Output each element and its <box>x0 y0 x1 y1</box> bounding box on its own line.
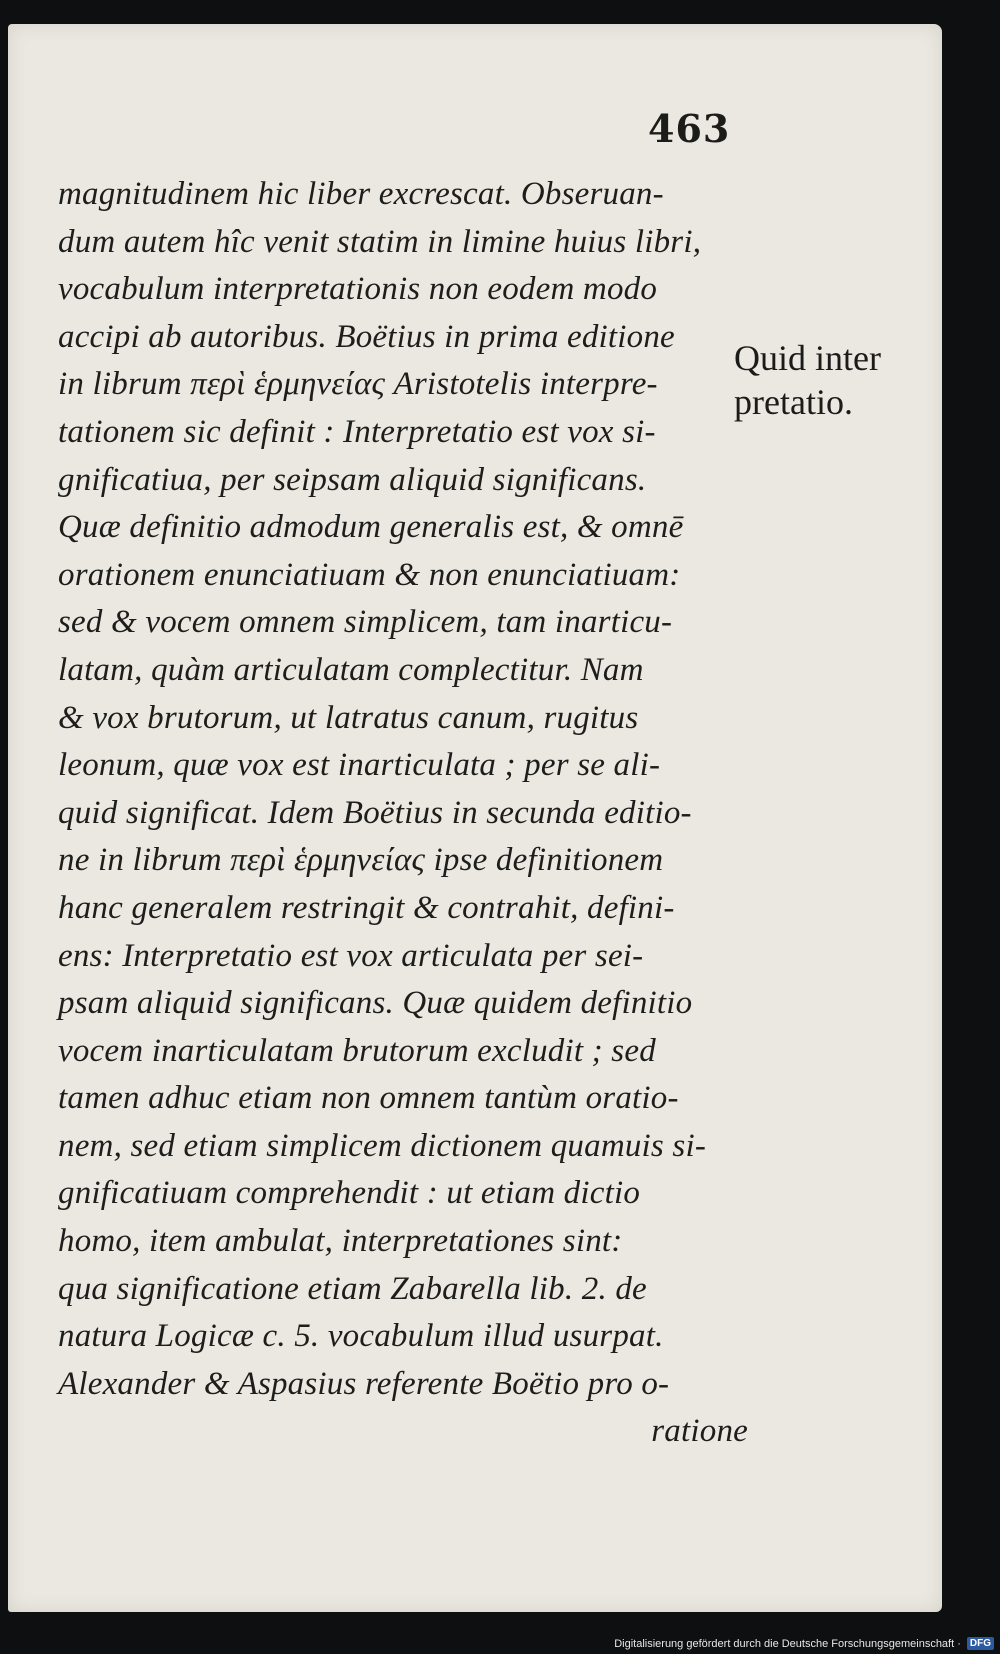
text-line: dum autem hîc venit statim in limine huius libri, <box>58 223 702 260</box>
catchword: ratione <box>651 1413 748 1450</box>
text-line: homo, item ambulat, interpretationes sint: <box>58 1223 623 1260</box>
dfg-logo-icon: DFG <box>967 1637 994 1650</box>
digitization-credit <box>614 1637 994 1650</box>
text-line: hanc generalem restringit & contrahit, defini- <box>58 889 675 926</box>
text-line: tamen adhuc etiam non omnem tantùm oratio- <box>58 1080 679 1117</box>
book-page <box>8 24 942 1612</box>
text-line: ens: Interpretatio est vox articulata per sei- <box>58 937 644 974</box>
text-line: Quæ definitio admodum generalis est, & omnē <box>58 509 684 546</box>
text-line: qua significatione etiam Zabarella lib. 2. de <box>58 1270 647 1307</box>
text-line: latam, quàm articulatam complectitur. Nam <box>58 651 644 688</box>
text-line: leonum, quæ vox est inarticulata ; per se ali- <box>58 747 661 784</box>
text-line: Alexander & Aspasius referente Boëtio pro o- <box>58 1365 670 1402</box>
marginal-note-line: Quid inter <box>734 338 881 378</box>
text-line: & vox brutorum, ut latratus canum, rugitus <box>58 699 639 736</box>
text-line: accipi ab autoribus. Boëtius in prima editione <box>58 318 675 355</box>
text-line: natura Logicæ c. 5. vocabulum illud usurpat. <box>58 1318 664 1355</box>
marginal-note <box>734 336 934 424</box>
text-line: quid significat. Idem Boëtius in secunda editio- <box>58 794 692 831</box>
text-line: magnitudinem hic liber excrescat. Obseruan- <box>58 176 664 212</box>
text-line: gnificatiua, per seipsam aliquid significans. <box>58 461 647 498</box>
marginal-note-line: pretatio. <box>734 382 853 422</box>
text-line: vocem inarticulatam brutorum excludit ; sed <box>58 1032 656 1069</box>
page-number: 463 <box>648 106 731 151</box>
text-line: gnificatiuam comprehendit : ut etiam dictio <box>58 1175 641 1212</box>
text-line: orationem enunciatiuam & non enunciatiuam: <box>58 556 681 593</box>
credit-text: Digitalisierung gefördert durch die Deutsche Forschungsgemeinschaft · <box>614 1637 961 1650</box>
text-line: psam aliquid significans. Quæ quidem definitio <box>58 985 693 1022</box>
body-text <box>58 171 748 1456</box>
text-line: vocabulum interpretationis non eodem modo <box>58 271 658 308</box>
text-line: sed & vocem omnem simplicem, tam inarticu- <box>58 604 673 641</box>
text-line: tationem sic definit : Interpretatio est vox si- <box>58 413 656 450</box>
text-line: ne in librum περὶ ἑρμηνείας ipse definitionem <box>58 842 664 879</box>
text-line: nem, sed etiam simplicem dictionem quamuis si- <box>58 1127 707 1164</box>
text-line: in librum περὶ ἑρμηνείας Aristotelis interpre- <box>58 366 658 403</box>
